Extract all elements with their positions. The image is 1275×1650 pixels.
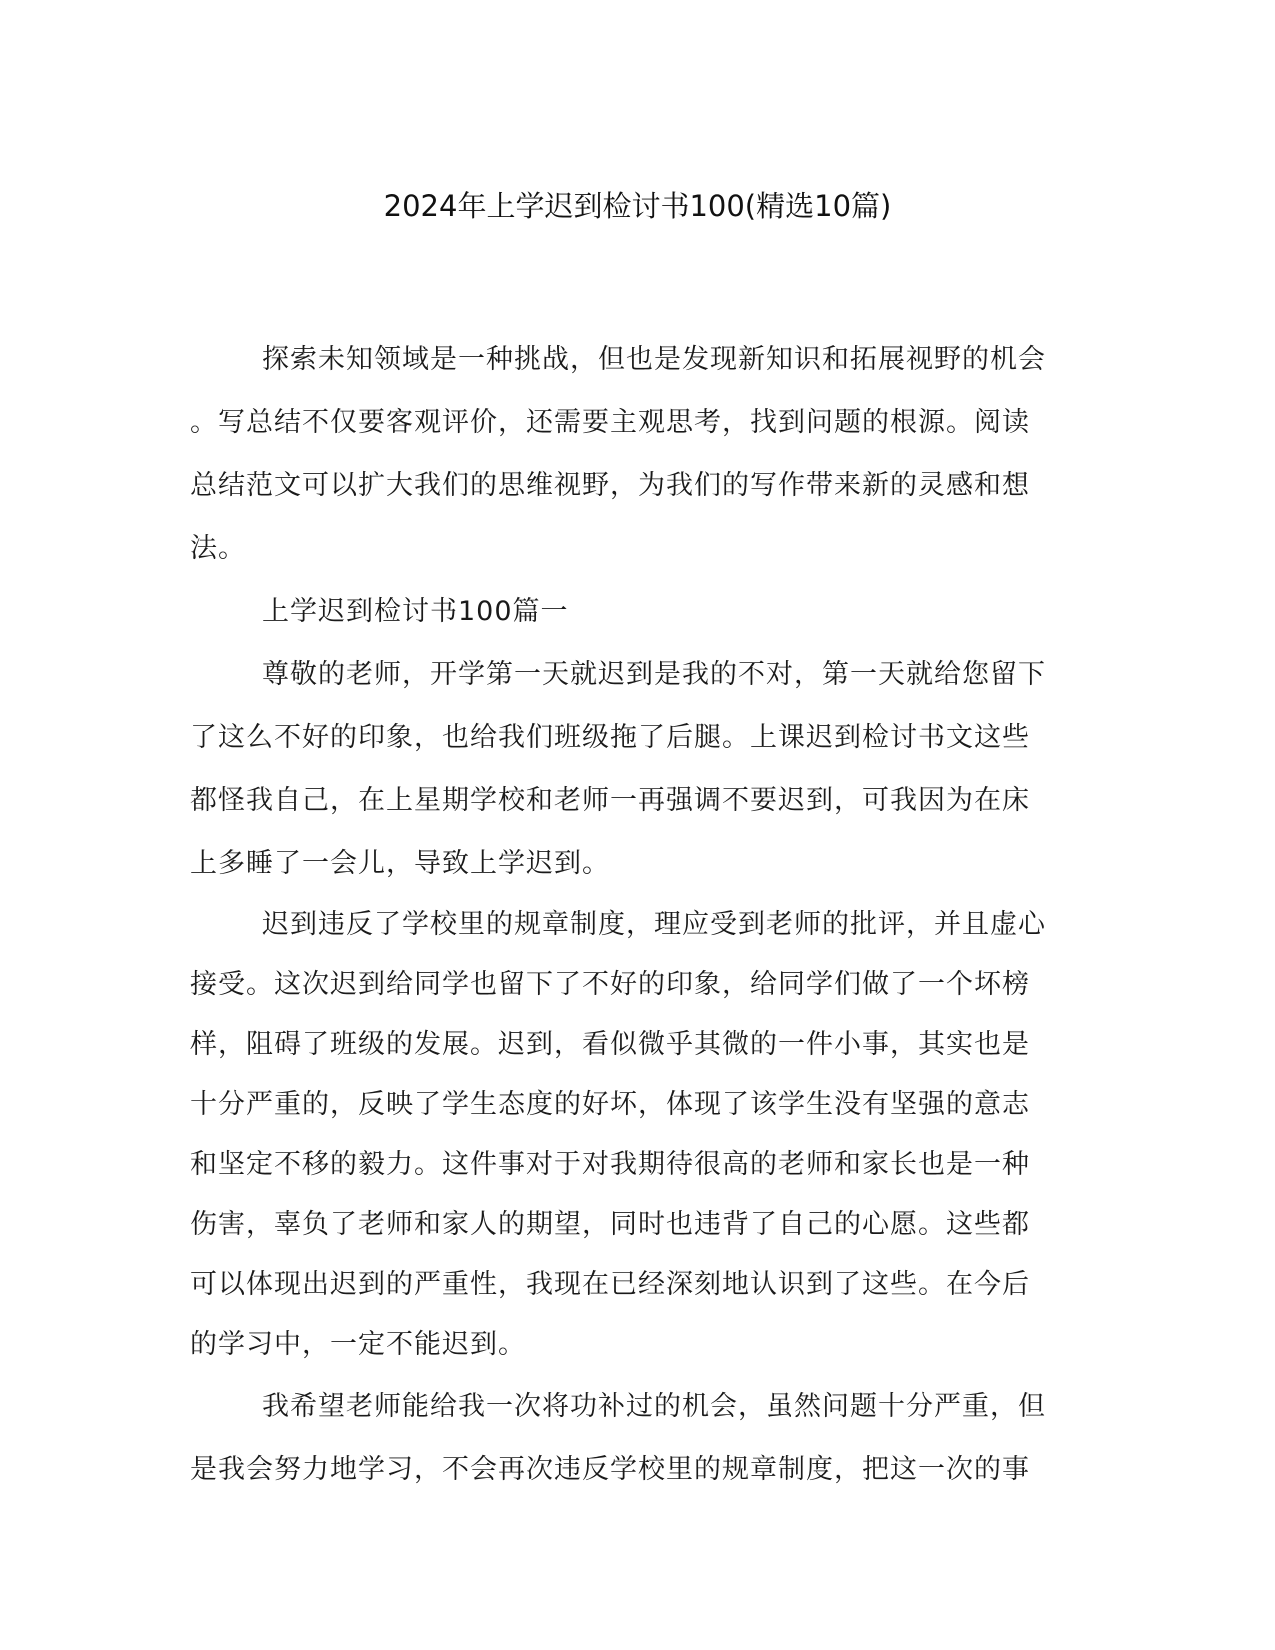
body-line: 可以体现出迟到的严重性，我现在已经深刻地认识到了这些。在今后 — [190, 1269, 1030, 1300]
body-line: 是我会努力地学习，不会再次违反学校里的规章制度，把这一次的事 — [190, 1454, 1030, 1485]
section-heading: 上学迟到检讨书100篇一 — [262, 596, 569, 627]
body-line: 迟到违反了学校里的规章制度，理应受到老师的批评，并且虚心 — [262, 909, 1046, 940]
document-title: 2024年上学迟到检讨书100(精选10篇) — [383, 189, 892, 223]
body-line: 了这么不好的印象，也给我们班级拖了后腿。上课迟到检讨书文这些 — [190, 722, 1030, 753]
body-line: 。写总结不仅要客观评价，还需要主观思考，找到问题的根源。阅读 — [190, 407, 1030, 438]
body-line: 总结范文可以扩大我们的思维视野，为我们的写作带来新的灵感和想 — [190, 470, 1030, 501]
body-line: 十分严重的，反映了学生态度的好坏，体现了该学生没有坚强的意志 — [190, 1089, 1030, 1120]
body-line: 法。 — [190, 533, 246, 564]
body-line: 的学习中，一定不能迟到。 — [190, 1329, 526, 1360]
body-line: 探索未知领域是一种挑战，但也是发现新知识和拓展视野的机会 — [262, 344, 1046, 375]
body-line: 接受。这次迟到给同学也留下了不好的印象，给同学们做了一个坏榜 — [190, 969, 1030, 1000]
document-body — [190, 328, 1075, 1501]
body-line: 上多睡了一会儿，导致上学迟到。 — [190, 848, 610, 879]
body-line: 都怪我自己，在上星期学校和老师一再强调不要迟到，可我因为在床 — [190, 785, 1030, 816]
body-line: 尊敬的老师，开学第一天就迟到是我的不对，第一天就给您留下 — [262, 659, 1046, 690]
body-line: 伤害，辜负了老师和家人的期望，同时也违背了自己的心愿。这些都 — [190, 1209, 1030, 1240]
body-line: 和坚定不移的毅力。这件事对于对我期待很高的老师和家长也是一种 — [190, 1149, 1030, 1180]
body-line: 我希望老师能给我一次将功补过的机会，虽然问题十分严重，但 — [262, 1391, 1046, 1422]
body-line: 样，阻碍了班级的发展。迟到，看似微乎其微的一件小事，其实也是 — [190, 1029, 1030, 1060]
